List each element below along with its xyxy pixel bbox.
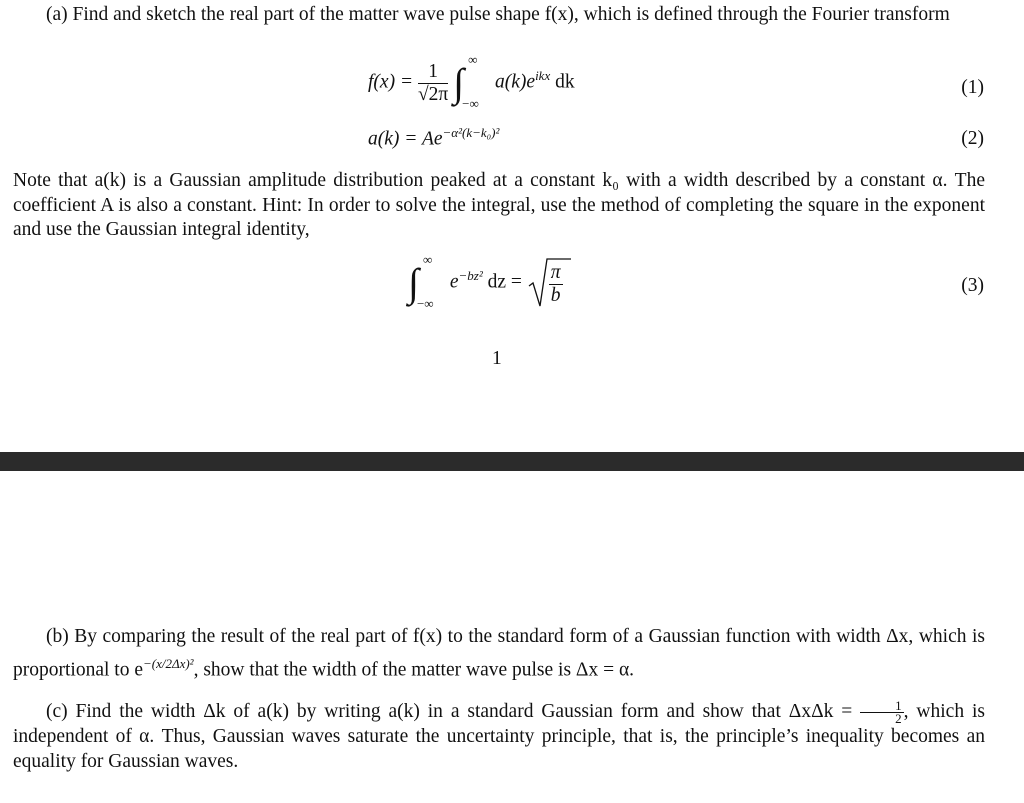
half-fraction: [860, 700, 904, 725]
page-number: 1: [492, 348, 502, 369]
equation-1-number: (1): [961, 77, 984, 98]
eq1-upper-limit: ∞: [468, 52, 478, 67]
part-a-intro: (a) Find and sketch the real part of the matter wave pulse shape f(x), which is defined through the Fourier transform: [46, 4, 950, 25]
part-b-text-2: , show that the width of the matter wave pulse is Δx = α.: [193, 659, 635, 681]
part-a-note: Note that a(k) is a Gaussian amplitude distribution peaked at a constant k₀ with a width described by a constant α. The coefficient A is also a constant. Hint: In order to solve the integral, use the method of completing the square in the exponent and use the Gaussian integral identity,: [13, 170, 985, 240]
equation-2: [368, 125, 499, 151]
eq3-frac-den: b: [550, 285, 561, 306]
integral-sign: ∫: [408, 260, 419, 305]
eq3-frac-num: π: [550, 262, 561, 283]
page-separator-bar: [0, 452, 1024, 471]
eq1-lower-limit: −∞: [462, 96, 479, 111]
square-root: [527, 256, 571, 310]
eq1-frac-den: √2π: [417, 83, 449, 105]
part-b-text: [13, 623, 985, 684]
part-b-exponent: −(x/2Δx)²: [142, 656, 194, 671]
eq3-lower-limit: −∞: [416, 296, 434, 311]
eq2-exponent: −α²(k−k₀)²: [442, 125, 500, 140]
eq1-differential: dk: [550, 71, 575, 93]
eq1-lhs: f(x) =: [368, 71, 414, 93]
eq1-limits: [462, 52, 490, 111]
equation-1: [368, 52, 575, 111]
equation-3-number: (3): [961, 275, 984, 296]
eq2-lhs: a(k) = Ae: [368, 128, 443, 150]
eq3-upper-limit: ∞: [422, 252, 433, 267]
eq1-fraction: [418, 61, 448, 106]
part-c-text: [13, 700, 985, 774]
half-den: 2: [895, 711, 902, 727]
eq1-exponent: ikx: [535, 67, 551, 83]
eq3-exponent: −bz²: [458, 267, 483, 283]
eq1-frac-num: 1: [418, 61, 448, 84]
equation-2-number: (2): [961, 128, 984, 149]
eq3-differential: dz =: [482, 271, 522, 293]
eq1-integrand: a(k)e: [495, 71, 536, 93]
integral-sign: ∫: [453, 60, 465, 105]
equation-3: [408, 252, 571, 311]
eq3-fraction: [549, 262, 563, 307]
eq3-integrand: e: [449, 271, 459, 293]
part-c-text-1: (c) Find the width Δk of a(k) by writing a(k) in a standard Gaussian form and show that ΔxΔk =: [46, 701, 861, 722]
part-c-text-2: , which is independent of α. Thus, Gaussian waves saturate the uncertainty principle, that is, the principle’s inequality becomes an equality for Gaussian waves.: [13, 701, 985, 772]
half-num: 1: [860, 700, 904, 713]
part-b-text-1: (b) By comparing the result of the real part of f(x) to the standard form of a Gaussian function with width Δx, which is proportional to e: [13, 626, 985, 681]
eq3-limits: [416, 252, 445, 311]
